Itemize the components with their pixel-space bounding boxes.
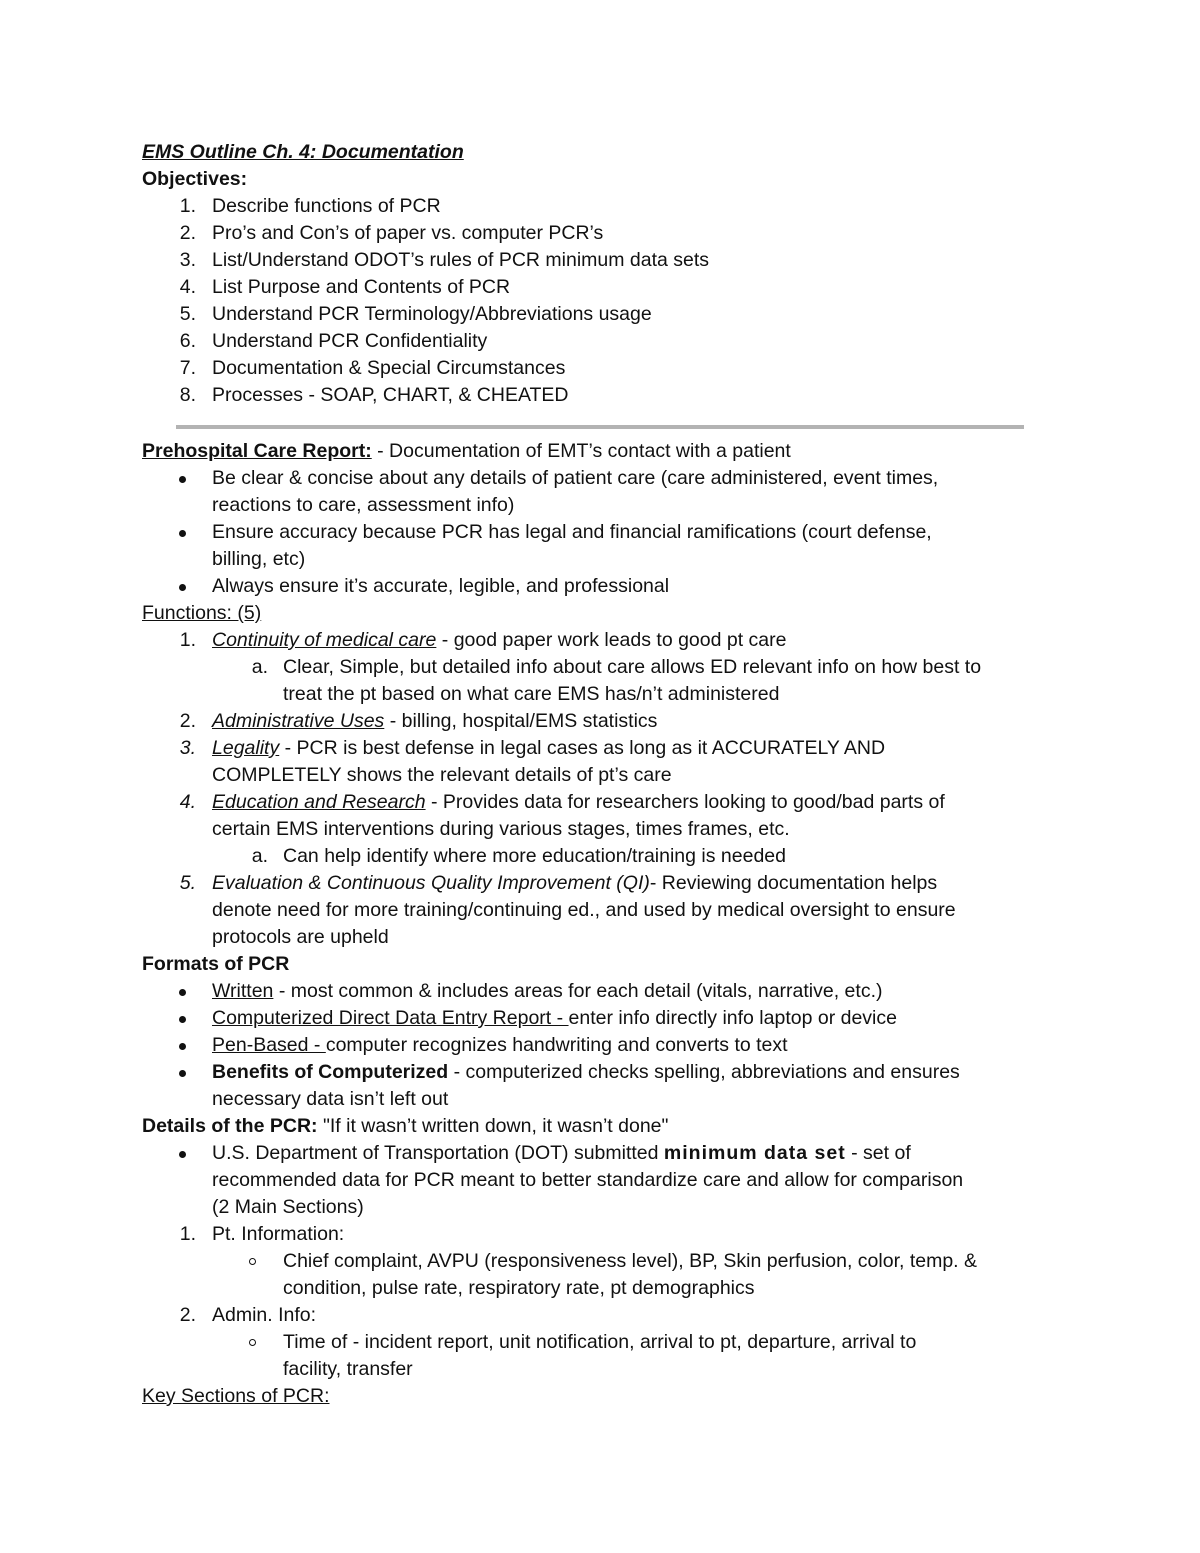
list-item: 1. Describe functions of PCR	[179, 195, 441, 217]
list-item: Pen-Based - computer recognizes handwriting and converts to text	[142, 1032, 1062, 1059]
document-page	[142, 139, 1062, 1410]
list-item: 3. List/Understand ODOT’s rules of PCR minimum data sets	[179, 249, 710, 271]
sub-list-item: Time of - incident report, unit notification, arrival to pt, departure, arrival to	[142, 1329, 1062, 1356]
list-item: Ensure accuracy because PCR has legal and financial ramifications (court defense,	[142, 519, 1062, 546]
list-item-continuation: COMPLETELY shows the relevant details of pt’s care	[212, 764, 672, 786]
list-item: 1. Continuity of medical care - good paper work leads to good pt care	[179, 629, 787, 651]
bullet-icon	[179, 530, 186, 537]
list-item-continuation: billing, etc)	[212, 548, 306, 570]
list-item: Always ensure it’s accurate, legible, and professional	[142, 573, 1062, 600]
hollow-bullet-icon	[249, 1258, 256, 1265]
bullet-icon	[179, 476, 186, 483]
list-item-continuation: condition, pulse rate, respiratory rate, pt demographics	[283, 1277, 755, 1299]
list-item-continuation: necessary data isn’t left out	[212, 1088, 449, 1110]
list-item: 2. Admin. Info:	[179, 1304, 317, 1326]
list-item: U.S. Department of Transportation (DOT) submitted minimum data set - set of	[142, 1140, 1062, 1167]
sub-list-item: Chief complaint, AVPU (responsiveness level), BP, Skin perfusion, color, temp. &	[142, 1248, 1062, 1275]
list-item-continuation: certain EMS interventions during various stages, times frames, etc.	[212, 818, 790, 840]
list-item: 4. Education and Research - Provides data for researchers looking to good/bad parts of	[179, 791, 945, 813]
list-item: 2. Administrative Uses - billing, hospital/EMS statistics	[179, 710, 658, 732]
document-title: EMS Outline Ch. 4: Documentation	[142, 141, 464, 163]
bullet-icon	[179, 989, 186, 996]
hollow-bullet-icon	[249, 1339, 256, 1346]
bullet-icon	[179, 1070, 186, 1077]
list-item: 1. Pt. Information:	[179, 1223, 345, 1245]
list-item: 4. List Purpose and Contents of PCR	[179, 276, 511, 298]
bullet-icon	[179, 1151, 186, 1158]
list-item: 7. Documentation & Special Circumstances	[179, 357, 566, 379]
list-item: Computerized Direct Data Entry Report - enter info directly info laptop or device	[142, 1005, 1062, 1032]
list-item: Be clear & concise about any details of patient care (care administered, event times,	[142, 465, 1062, 492]
list-item-continuation: recommended data for PCR meant to better standardize care and allow for comparison	[212, 1169, 964, 1191]
list-item: 3. Legality - PCR is best defense in legal cases as long as it ACCURATELY AND	[179, 737, 886, 759]
list-item-continuation: facility, transfer	[283, 1358, 413, 1380]
pcr-definition: Prehospital Care Report: - Documentation of EMT’s contact with a patient	[142, 440, 791, 462]
sub-list-item: a. Clear, Simple, but detailed info about care allows ED relevant info on how best to	[251, 656, 982, 678]
list-item-continuation: treat the pt based on what care EMS has/n’t administered	[283, 683, 780, 705]
objectives-list	[142, 193, 1062, 409]
list-item: Benefits of Computerized - computerized checks spelling, abbreviations and ensures	[142, 1059, 1062, 1086]
list-item: 2. Pro’s and Con’s of paper vs. computer PCR’s	[179, 222, 604, 244]
list-item: 5. Evaluation & Continuous Quality Improvement (QI)- Reviewing documentation helps	[179, 872, 938, 894]
pcr-term: Prehospital Care Report:	[142, 440, 372, 462]
key-sections-heading: Key Sections of PCR:	[142, 1385, 330, 1407]
list-item: 5. Understand PCR Terminology/Abbreviations usage	[179, 303, 652, 325]
bullet-icon	[179, 1016, 186, 1023]
list-item: 8. Processes - SOAP, CHART, & CHEATED	[179, 384, 569, 406]
bullet-icon	[179, 1043, 186, 1050]
functions-heading: Functions: (5)	[142, 602, 262, 624]
list-item-continuation: (2 Main Sections)	[212, 1196, 364, 1218]
list-item-continuation: protocols are upheld	[212, 926, 389, 948]
details-heading-line: Details of the PCR: "If it wasn’t written down, it wasn’t done"	[142, 1115, 669, 1137]
formats-heading: Formats of PCR	[142, 953, 290, 975]
horizontal-divider	[176, 425, 1024, 429]
list-item: Written - most common & includes areas for each detail (vitals, narrative, etc.)	[142, 978, 1062, 1005]
bullet-icon	[179, 584, 186, 591]
sub-list-item: a. Can help identify where more education/training is needed	[251, 845, 786, 867]
list-item-continuation: reactions to care, assessment info)	[212, 494, 515, 516]
list-item: 6. Understand PCR Confidentiality	[179, 330, 488, 352]
objectives-heading: Objectives:	[142, 168, 248, 190]
list-item-continuation: denote need for more training/continuing ed., and used by medical oversight to ensure	[212, 899, 956, 921]
